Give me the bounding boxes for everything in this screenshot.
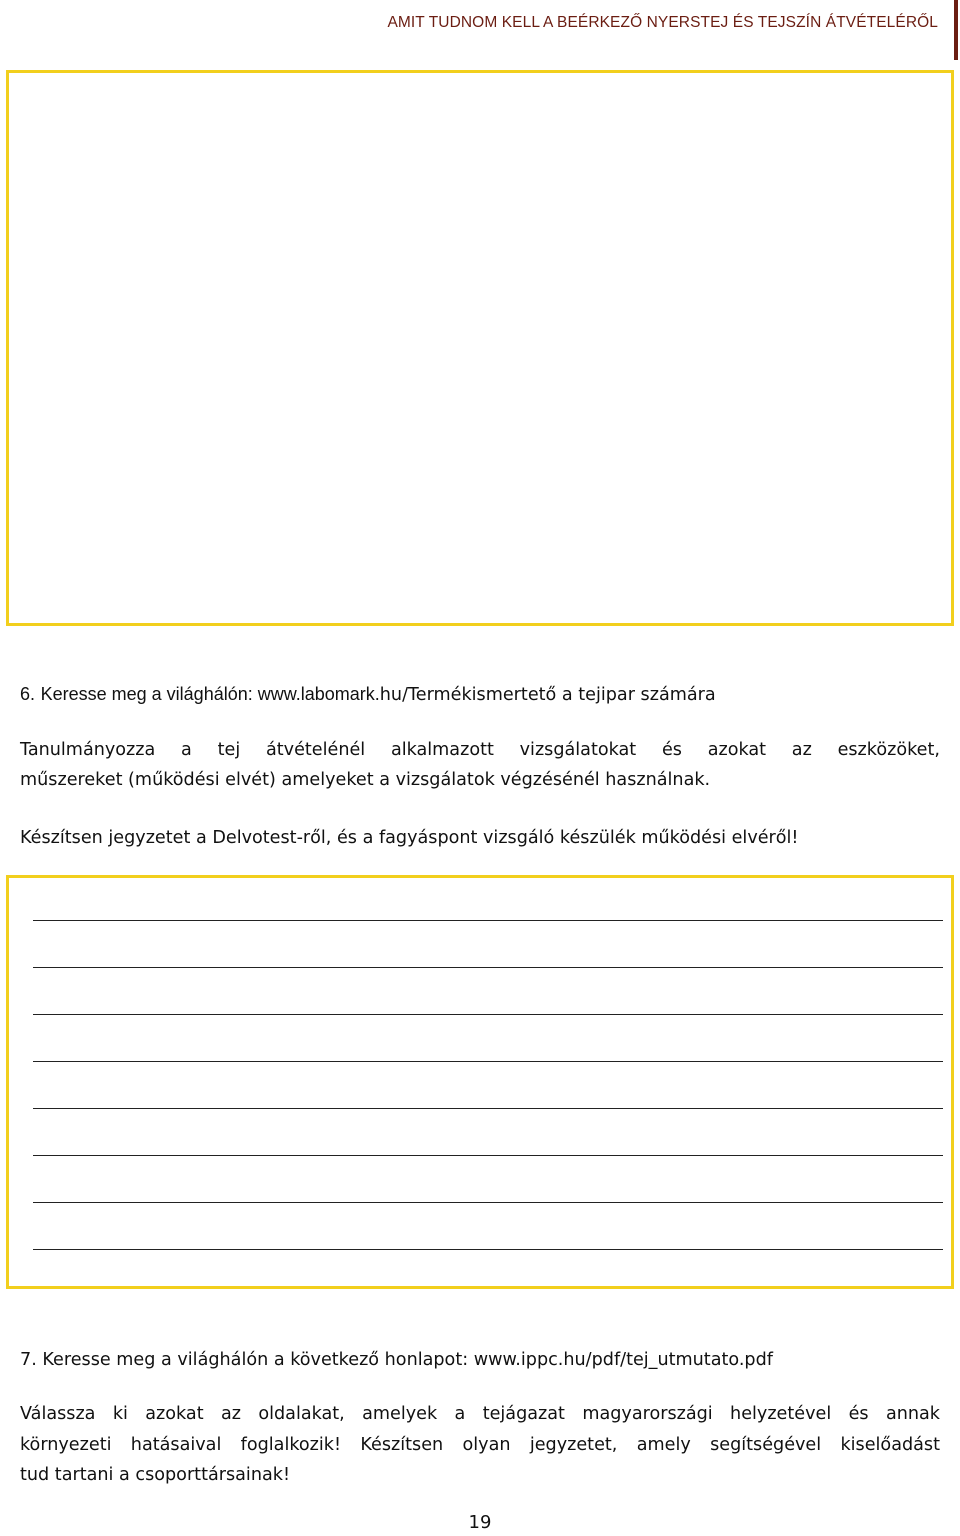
task-6-paragraph-line-2: műszereket (működési elvét) amelyeket a vizsgálatok végzésénél használnak. xyxy=(20,770,711,790)
task-6-heading-part-b: hu/Termékismertető a tejipar számára xyxy=(379,685,716,705)
task-7-paragraph-line-2: környezeti hatásaival foglalkozik! Készítsen olyan jegyzetet, amely segítségével kiselőadást xyxy=(20,1435,940,1455)
task-7-paragraph-line-1: Válassza ki azokat az oldalakat, amelyek a tejágazat magyarországi helyzetével és annak xyxy=(20,1404,940,1424)
writing-line[interactable] xyxy=(33,1061,943,1062)
writing-line[interactable] xyxy=(33,920,943,921)
writing-line[interactable] xyxy=(33,1014,943,1015)
writing-line[interactable] xyxy=(33,1249,943,1250)
task-7-paragraph-line-3: tud tartani a csoporttársainak! xyxy=(20,1465,290,1485)
header-accent-bar xyxy=(954,0,958,60)
writing-line[interactable] xyxy=(33,1155,943,1156)
writing-line[interactable] xyxy=(33,1202,943,1203)
task-6-number: 6. xyxy=(20,684,36,704)
page-number: 19 xyxy=(468,1512,492,1533)
task-6-instruction: Készítsen jegyzetet a Delvotest-ről, és a fagyáspont vizsgáló készülék működési elvéről! xyxy=(20,828,799,848)
notes-box-lined[interactable] xyxy=(6,875,954,1289)
task-6-paragraph-line-1: Tanulmányozza a tej átvételénél alkalmazott vizsgálatokat és azokat az eszközöket, xyxy=(20,740,940,760)
writing-line[interactable] xyxy=(33,1108,943,1109)
running-header-text: AMIT TUDNOM KELL A BEÉRKEZŐ NYERSTEJ ÉS TEJSZÍN ÁTVÉTELÉRŐL xyxy=(387,14,938,31)
task-6-heading xyxy=(20,680,716,710)
running-header xyxy=(387,14,938,32)
task-7-heading: 7. Keresse meg a világhálón a következő honlapot: www.ippc.hu/pdf/tej_utmutato.pdf xyxy=(20,1350,773,1370)
notes-box-empty[interactable] xyxy=(6,70,954,626)
writing-line[interactable] xyxy=(33,967,943,968)
task-6-heading-part-a: Keresse meg a világhálón: www.labomark. xyxy=(40,684,380,704)
